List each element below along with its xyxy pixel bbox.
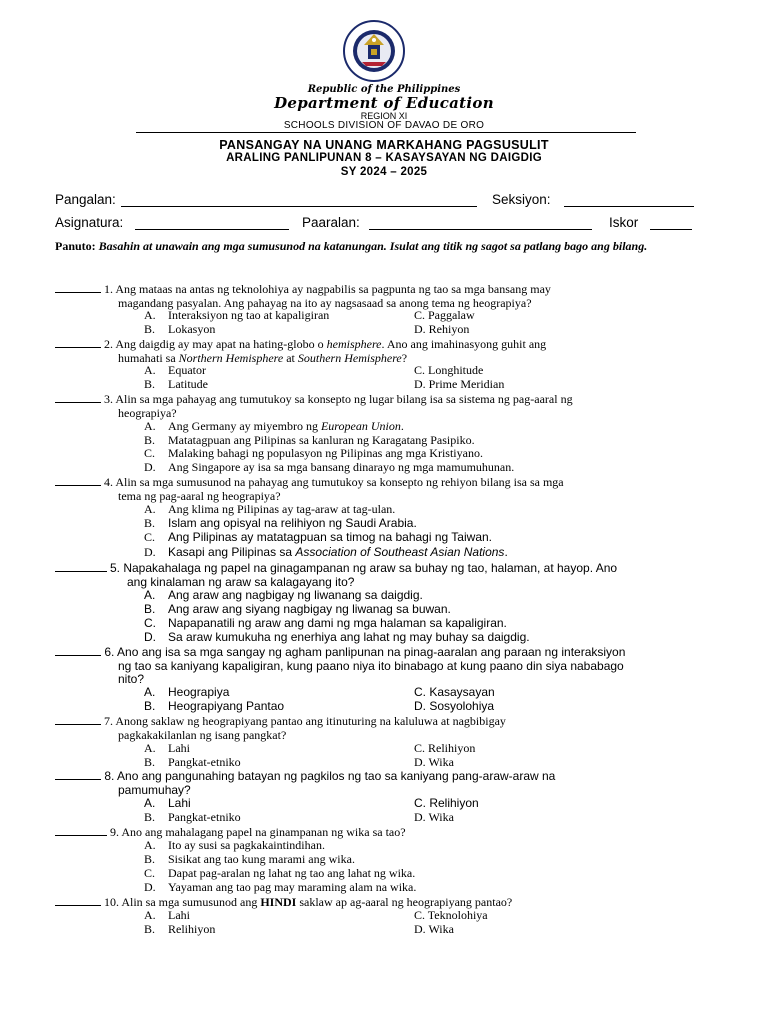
option-b: B. Latitude	[144, 377, 208, 391]
question-8: 8. Ano ang pangunahing batayan ng pagkilos ng tao sa kaniyang pang-araw-araw na pamumuhay?	[55, 769, 715, 797]
answer-blank[interactable]	[55, 561, 107, 572]
option-c: C. Teknolohiya	[414, 908, 488, 922]
option-d: D. Ang Singapore ay isa sa mga bansang dinarayo ng mga mamumuhunan.	[144, 460, 515, 474]
answer-blank[interactable]	[55, 282, 101, 293]
instructions	[55, 239, 715, 254]
option-d: D. Prime Meridian	[414, 377, 505, 391]
option-c: C. Napapanatili ng araw ang dami ng mga halaman sa kapaligiran.	[144, 616, 507, 630]
answer-blank[interactable]	[55, 645, 101, 656]
answer-blank[interactable]	[55, 714, 101, 725]
option-a: A. Ang klima ng Pilipinas ay tag-araw at tag-ulan.	[144, 502, 396, 516]
option-d: D. Wika	[414, 810, 454, 824]
section-label: Seksiyon:	[492, 192, 551, 207]
option-d: D. Yayaman ang tao pag may maraming alam na wika.	[144, 880, 417, 894]
header-rule	[136, 132, 636, 133]
question-2: 2. Ang daigdig ay may apat na hating-globo o hemisphere. Ano ang imahinasyong guhit ang humahati sa Northern Hemisphere at Southern Hemisphere?	[55, 337, 715, 365]
option-b: B. Islam ang opisyal na relihiyon ng Saudi Arabia.	[144, 516, 417, 530]
instructions-label: Panuto:	[55, 239, 96, 253]
answer-blank[interactable]	[55, 392, 101, 403]
deped-seal-logo	[338, 20, 410, 82]
option-d: D. Sosyolohiya	[414, 699, 495, 713]
question-4: 4. Alin sa mga sumusunod na pahayag ang tumutukoy sa konsepto ng rehiyon bilang isa sa mga tema ng pag-aaral ng heograpiya?	[55, 475, 715, 503]
department-name: Department of Education	[274, 94, 494, 112]
name-field[interactable]	[121, 206, 477, 207]
option-b: B. Pangkat-etniko	[144, 810, 241, 824]
option-c: C. Dapat pag-aralan ng lahat ng tao ang lahat ng wika.	[144, 866, 416, 880]
answer-blank[interactable]	[55, 825, 107, 836]
exam-title: PANSANGAY NA UNANG MARKAHANG PAGSUSULIT	[219, 138, 549, 152]
question-7: 7. Anong saklaw ng heograpiyang pantao ang itinuturing na kaluluwa at nagbibigay pagkakakilanlan ng isang pangkat?	[55, 714, 715, 742]
name-label: Pangalan:	[55, 192, 116, 207]
question-5: 5. Napakahalaga ng papel na ginagampanan ng araw sa buhay ng tao, halaman, at hayop. Ano ang kinalaman ng araw sa kalagayang ito?	[55, 561, 715, 589]
option-b: B. Sisikat ang tao kung marami ang wika.	[144, 852, 355, 866]
score-label: Iskor	[609, 215, 639, 230]
republic-line: Republic of the Philippines	[307, 84, 461, 95]
question-3: 3. Alin sa mga pahayag ang tumutukoy sa konsepto ng lugar bilang isa sa sistema ng pag-aaral ng heograpiya?	[55, 392, 715, 420]
answer-blank[interactable]	[55, 769, 101, 780]
school-label: Paaralan:	[302, 215, 360, 230]
option-a: A. Heograpiya	[144, 685, 230, 699]
question-6: 6. Ano ang isa sa mga sangay ng agham panlipunan na pinag-aaralan ang paraan ng interaksiyon ng tao sa kaniyang kapaligiran, kung paano niya ito binabago at kung paano din siya nababago nito?	[55, 645, 715, 687]
option-a: A. Ito ay susi sa pagkakaintindihan.	[144, 838, 325, 852]
option-b: B. Matatagpuan ang Pilipinas sa kanluran ng Karagatang Pasipiko.	[144, 433, 475, 447]
option-c: C. Longhitude	[414, 363, 484, 377]
option-d: D. Wika	[414, 755, 454, 769]
option-b: B. Pangkat-etniko	[144, 755, 241, 769]
answer-blank[interactable]	[55, 475, 101, 486]
option-b: B. Ang araw ang siyang nagbigay ng liwanag sa buwan.	[144, 602, 451, 616]
subject-label: Asignatura:	[55, 215, 124, 230]
question-9: 9. Ano ang mahalagang papel na ginampanan ng wika sa tao?	[55, 825, 715, 840]
option-c: C. Malaking bahagi ng populasyon ng Pilipinas ang mga Kristiyano.	[144, 446, 483, 460]
option-a: A. Interaksiyon ng tao at kapaligiran	[144, 308, 330, 322]
section-field[interactable]	[564, 206, 694, 207]
division-line: SCHOOLS DIVISION OF DAVAO DE ORO	[283, 120, 485, 131]
answer-blank[interactable]	[55, 337, 101, 348]
option-a: A. Lahi	[144, 796, 191, 810]
instructions-text: Basahin at unawain ang mga sumusunod na katanungan. Isulat ang titik ng sagot sa patlang bago ang bilang.	[98, 239, 648, 253]
option-a: A. Equator	[144, 363, 206, 377]
option-a: A. Lahi	[144, 741, 190, 755]
answer-blank[interactable]	[55, 895, 101, 906]
option-b: B. Relihiyon	[144, 922, 216, 936]
option-d: D. Rehiyon	[414, 322, 470, 336]
school-field[interactable]	[369, 229, 592, 230]
option-a: A. Lahi	[144, 908, 190, 922]
option-c: C. Relihiyon	[414, 796, 479, 810]
school-year: SY 2024 – 2025	[340, 166, 428, 178]
option-b: B. Heograpiyang Pantao	[144, 699, 285, 713]
option-c: C. Kasaysayan	[414, 685, 495, 699]
option-c: C. Paggalaw	[414, 308, 475, 322]
question-text: magandang pasyalan. Ang pahayag na ito ay nagsasaad sa anong tema ng heograpiya?	[118, 295, 532, 310]
score-field[interactable]	[650, 229, 692, 230]
region-line: REGION XI	[360, 111, 408, 121]
option-b: B. Lokasyon	[144, 322, 216, 336]
subject-title: ARALING PANLIPUNAN 8 – KASAYSAYAN NG DAIGDIG	[226, 152, 542, 164]
option-a: A. Ang Germany ay miyembro ng European Union.	[144, 419, 404, 433]
option-d: D. Wika	[414, 922, 454, 936]
option-d: D. Kasapi ang Pilipinas sa Association of Southeast Asian Nations.	[144, 545, 508, 559]
option-d: D. Sa araw kumukuha ng enerhiya ang lahat ng may buhay sa daigdig.	[144, 630, 530, 644]
option-c: C. Ang Pilipinas ay matatagpuan sa timog na bahagi ng Taiwan.	[144, 530, 492, 544]
subject-field[interactable]	[135, 229, 289, 230]
question-1	[55, 282, 715, 310]
option-a: A. Ang araw ang nagbigay ng liwanang sa daigdig.	[144, 588, 423, 602]
question-text: 1. Ang mataas na antas ng teknolohiya ay nagpabilis sa pagpunta ng tao sa mga bansang may	[104, 282, 551, 296]
option-c: C. Relihiyon	[414, 741, 476, 755]
question-10: 10. Alin sa mga sumusunod ang HINDI saklaw ap ag-aaral ng heograpiyang pantao?	[55, 895, 715, 910]
